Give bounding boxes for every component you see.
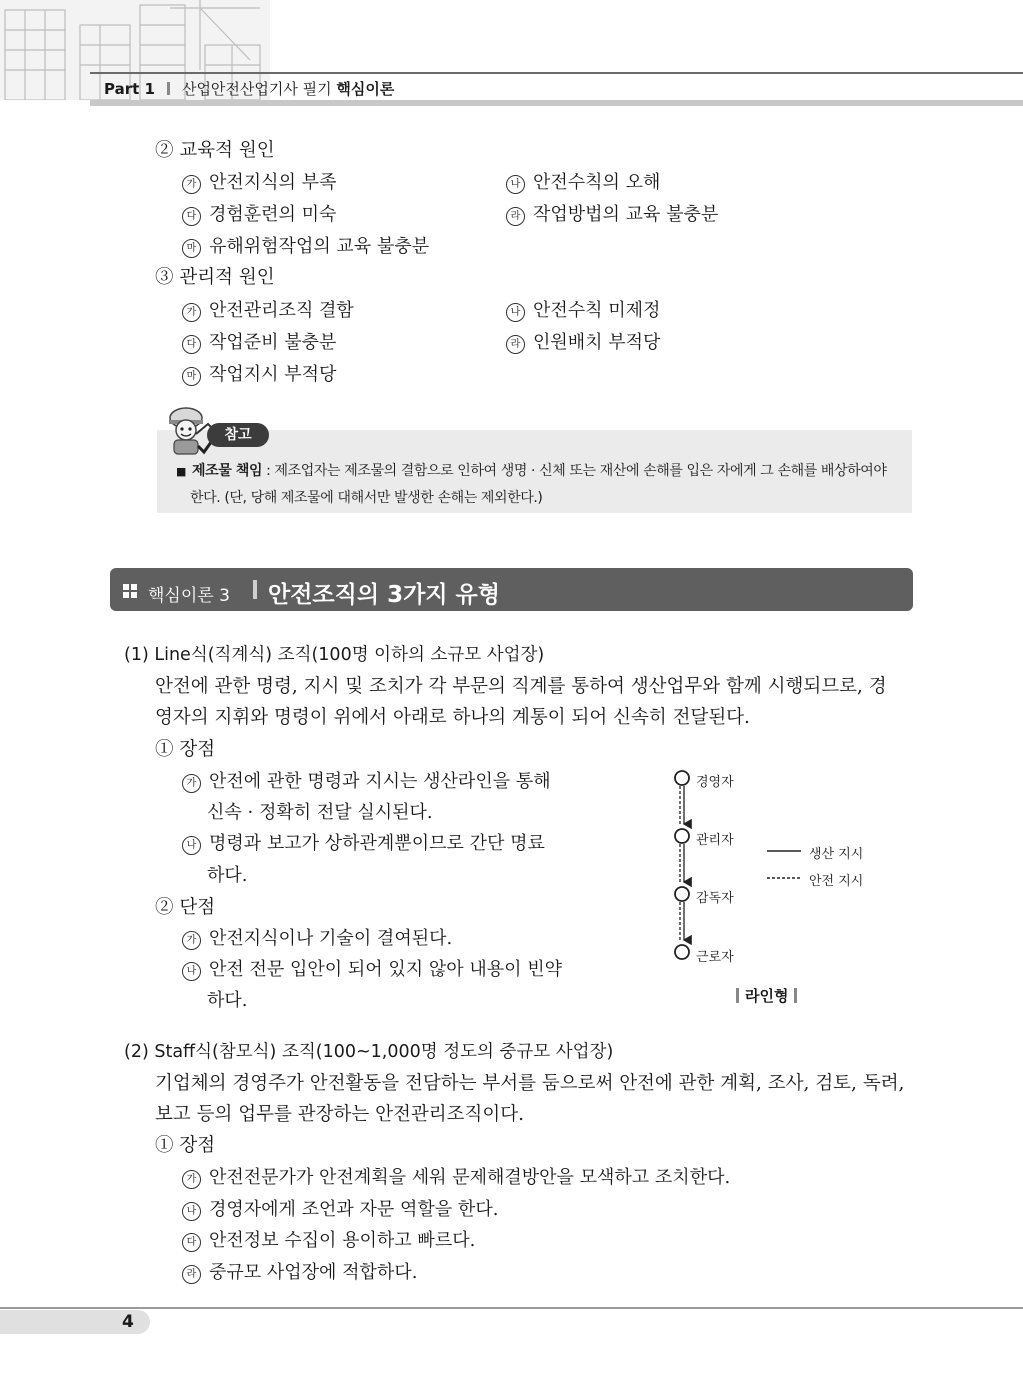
footer-rule (0, 1307, 1023, 1309)
circle-mark: 가 (182, 1170, 201, 1189)
edu-item (506, 174, 660, 194)
edu-item (182, 174, 336, 194)
mgmt-item-text: 안전관리조직 결함 (209, 300, 354, 321)
circle-mark: 마 (182, 239, 201, 258)
circle-mark: 다 (182, 335, 201, 354)
diagram-node-ceo: 경영자 (696, 775, 734, 790)
circle-mark: 라 (182, 1265, 201, 1284)
staff-org-para-1: 기업체의 경영주가 안전활동을 전담하는 부서를 둠으로써 안전에 관한 계획, 조사, 검토, 독려, (155, 1073, 905, 1094)
line-org-diagram-connectors (668, 766, 702, 962)
mgmt-item-text: 안전수칙 미제정 (533, 300, 661, 321)
section-divider (253, 580, 257, 599)
diagram-legend-lines (767, 844, 805, 884)
line-org-merits-heading: ① 장점 (155, 739, 216, 760)
edu-item (506, 206, 718, 226)
merit-text: 안전에 관한 명령과 지시는 생산라인을 통해 (209, 771, 551, 792)
demerit-text: 안전지식이나 기술이 결여된다. (209, 928, 453, 949)
edu-item-text: 유해위험작업의 교육 불충분 (209, 236, 430, 257)
line-org-demerit-1 (182, 930, 452, 950)
edu-heading: ② 교육적 원인 (155, 140, 275, 161)
staff-item-text: 경영자에게 조언과 자문 역할을 한다. (209, 1199, 499, 1220)
staff-item-text: 안전전문가가 안전계획을 세워 문제해결방안을 모색하고 조치한다. (209, 1167, 731, 1188)
edu-item-text: 작업방법의 교육 불충분 (533, 204, 719, 225)
grid-squares-icon (123, 584, 137, 598)
legend-safety-order: 안전 지시 (809, 874, 864, 889)
staff-item-text: 안전정보 수집이 용이하고 빠르다. (209, 1230, 476, 1251)
circle-mark: 마 (182, 367, 201, 386)
mgmt-item (182, 334, 336, 354)
circle-mark: 가 (182, 303, 201, 322)
diagram-node-supervisor: 감독자 (696, 891, 734, 906)
header-book: 산업안전산업기사 필기 (181, 80, 332, 98)
edu-item (182, 206, 336, 226)
line-org-merit-2-cont: 하다. (207, 865, 248, 886)
circle-mark: 나 (182, 836, 201, 855)
edu-item-text: 경험훈련의 미숙 (209, 204, 337, 225)
circle-mark: 가 (182, 774, 201, 793)
header-part: Part 1 (104, 80, 155, 98)
section-title: 안전조직의 3가지 유형 (268, 582, 500, 608)
section-title-bar (110, 568, 913, 611)
staff-org-merits-heading: ① 장점 (155, 1135, 216, 1156)
line-org-demerits-heading: ② 단점 (155, 897, 216, 918)
edu-item-text: 안전지식의 부족 (209, 172, 337, 193)
header-shade-bar (90, 100, 1023, 106)
mgmt-item-text: 작업준비 불충분 (209, 332, 337, 353)
diagram-caption (730, 985, 803, 1006)
staff-org-heading: (2) Staff식(참모식) 조직(100~1,000명 정도의 중규모 사업장) (124, 1042, 614, 1062)
caption-bar-right (794, 988, 797, 1003)
edu-item (182, 238, 429, 258)
reference-line-1 (176, 460, 887, 480)
staff-org-item (182, 1201, 498, 1221)
circle-mark: 가 (182, 931, 201, 950)
line-org-demerit-2 (182, 961, 562, 981)
reference-line-2: 한다. (단, 당해 제조물에 대해서만 발생한 손해는 제외한다.) (190, 490, 543, 506)
merit-text: 명령과 보고가 상하관계뿐이므로 간단 명료 (209, 833, 545, 854)
line-org-merit-1-cont: 신속 · 정확히 전달 실시된다. (207, 802, 433, 823)
demerit-text: 안전 전문 입안이 되어 있지 않아 내용이 빈약 (209, 959, 563, 980)
mgmt-item (506, 334, 660, 354)
diagram-node-worker: 근로자 (696, 950, 734, 965)
staff-org-para-2: 보고 등의 업무를 관장하는 안전관리조직이다. (155, 1104, 524, 1125)
header-divider (167, 82, 170, 95)
mgmt-item (506, 302, 660, 322)
header-rule (90, 72, 1023, 74)
staff-org-item (182, 1232, 475, 1252)
circle-mark: 나 (506, 175, 525, 194)
line-org-merit-2 (182, 835, 545, 855)
section-label: 핵심이론 3 (148, 586, 230, 606)
reference-text: : 제조업자는 제조물의 결함으로 인하여 생명 · 신체 또는 재산에 손해를 입은 자에게 그 손해를 배상하여야 (262, 463, 887, 479)
staff-org-item (182, 1169, 730, 1189)
circle-mark: 나 (182, 1202, 201, 1221)
legend-production-order: 생산 지시 (809, 847, 864, 862)
staff-item-text: 중규모 사업장에 적합하다. (209, 1262, 418, 1283)
circle-mark: 다 (182, 1233, 201, 1252)
edu-item-text: 안전수칙의 오해 (533, 172, 661, 193)
circle-mark: 라 (506, 335, 525, 354)
reference-term: 제조물 책임 (192, 463, 263, 479)
circle-mark: 라 (506, 207, 525, 226)
page-number: 4 (122, 1312, 134, 1332)
line-org-para-1: 안전에 관한 명령, 지시 및 조치가 각 부문의 직계를 통하여 생산업무와 함께 시행되므로, 경 (155, 676, 887, 697)
circle-mark: 가 (182, 175, 201, 194)
mgmt-item (182, 366, 336, 386)
line-org-heading: (1) Line식(직계식) 조직(100명 이하의 소규모 사업장) (124, 645, 545, 665)
circle-mark: 나 (182, 962, 201, 981)
line-org-merit-1 (182, 773, 551, 793)
header-section: 핵심이론 (336, 80, 395, 98)
caption-bar-left (736, 988, 739, 1003)
mgmt-item (182, 302, 354, 322)
line-org-para-2: 영자의 지휘와 명령이 위에서 아래로 하나의 계통이 되어 신속히 전달된다. (155, 707, 750, 728)
square-bullet-icon: ■ (176, 465, 186, 478)
circle-mark: 나 (506, 303, 525, 322)
caption-text: 라인형 (745, 987, 789, 1005)
mgmt-item-text: 인원배치 부적당 (533, 332, 661, 353)
running-header (104, 78, 394, 99)
staff-org-item (182, 1264, 417, 1284)
diagram-node-manager: 관리자 (696, 833, 734, 848)
line-org-demerit-2-cont: 하다. (207, 990, 248, 1011)
mgmt-item-text: 작업지시 부적당 (209, 364, 337, 385)
reference-badge: 참고 (207, 423, 269, 447)
mgmt-heading: ③ 관리적 원인 (155, 267, 275, 288)
circle-mark: 다 (182, 207, 201, 226)
